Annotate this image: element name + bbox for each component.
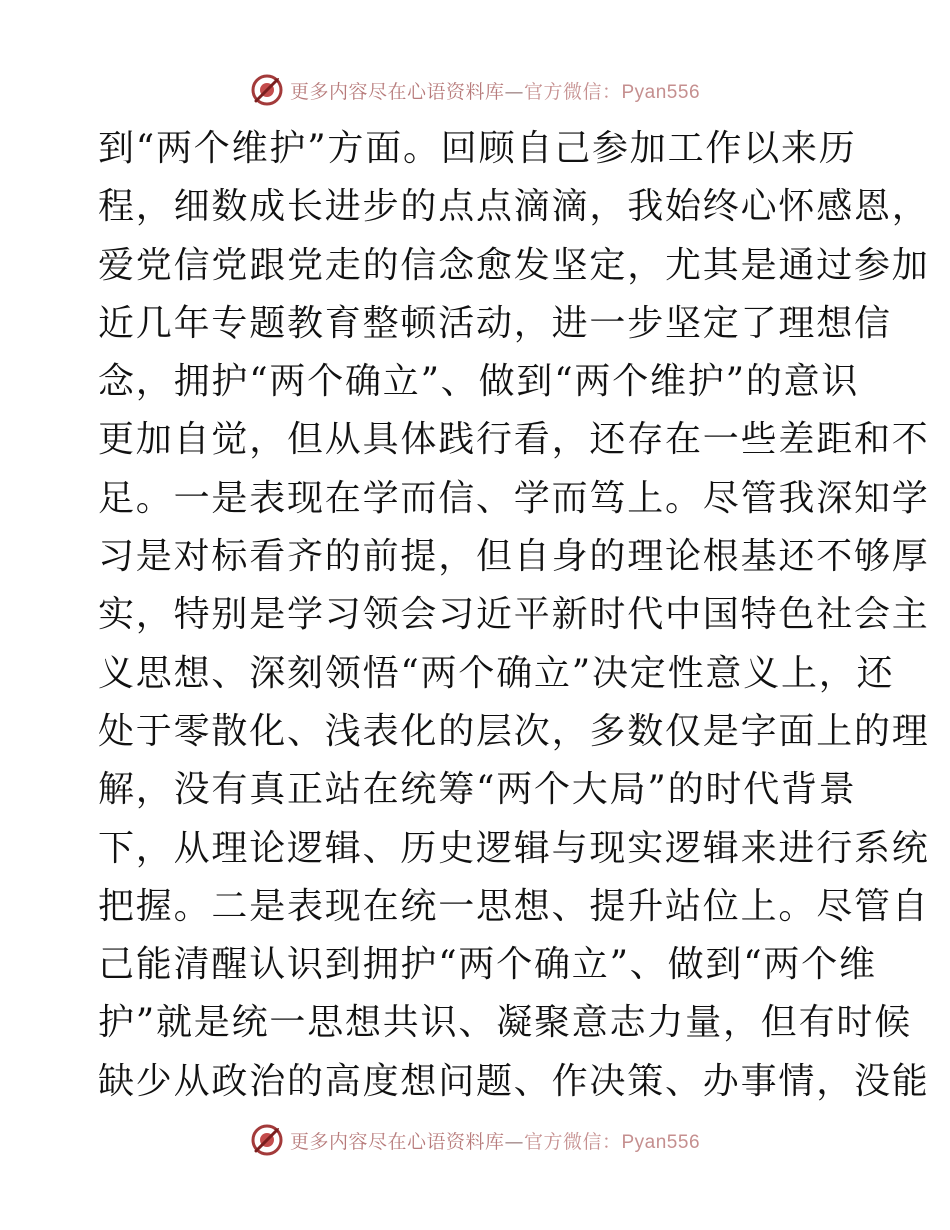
body-line: 护”就是统一思想共识、凝聚意志力量，但有时候	[98, 1002, 913, 1044]
brand-logo-icon	[250, 1123, 284, 1157]
body-line: 把握。二是表现在统一思想、提升站位上。尽管自	[98, 885, 930, 927]
header-banner-contact: 官方微信：Pyan556	[524, 81, 701, 103]
body-line: 义思想、深刻领悟“两个确立”决定性意义上，还	[98, 652, 895, 694]
body-line: 缺少从政治的高度想问题、作决策、办事情，没能	[98, 1060, 930, 1102]
body-line: 近几年专题教育整顿活动，进一步坚定了理想信	[98, 302, 892, 344]
body-line: 下，从理论逻辑、历史逻辑与现实逻辑来进行系统	[98, 827, 930, 869]
body-line: 足。一是表现在学而信、学而笃上。尽管我深知学	[98, 477, 930, 519]
body-line: 习是对标看齐的前提，但自身的理论根基还不够厚	[98, 536, 930, 578]
body-line: 念，拥护“两个确立”、做到“两个维护”的意识	[98, 361, 860, 403]
footer-banner-text	[290, 1127, 700, 1154]
body-line: 程，细数成长进步的点点滴滴，我始终心怀感恩，	[98, 186, 930, 228]
footer-banner-separator: —	[504, 1130, 524, 1153]
footer-banner-contact: 官方微信：Pyan556	[524, 1131, 701, 1153]
body-line: 到“两个维护”方面。回顾自己参加工作以来历	[98, 128, 857, 169]
body-line: 实，特别是学习领会习近平新时代中国特色社会主	[98, 594, 930, 636]
header-banner	[0, 70, 950, 110]
body-line: 解，没有真正站在统筹“两个大局”的时代背景	[98, 769, 857, 811]
body-line: 更加自觉，但从具体践行看，还存在一些差距和不	[98, 419, 930, 461]
body-line: 爱党信党跟党走的信念愈发坚定，尤其是通过参加	[98, 244, 930, 286]
brand-logo-icon	[250, 73, 284, 107]
header-banner-title: 更多内容尽在心语资料库	[289, 80, 505, 103]
header-banner-separator: —	[504, 80, 524, 103]
footer-banner-title: 更多内容尽在心语资料库	[289, 1130, 505, 1153]
body-line: 处于零散化、浅表化的层次，多数仅是字面上的理	[98, 710, 930, 752]
document-body	[98, 120, 930, 1111]
header-banner-text	[290, 77, 700, 104]
footer-banner	[0, 1120, 950, 1160]
body-line: 己能清醒认识到拥护“两个确立”、做到“两个维	[98, 944, 877, 986]
